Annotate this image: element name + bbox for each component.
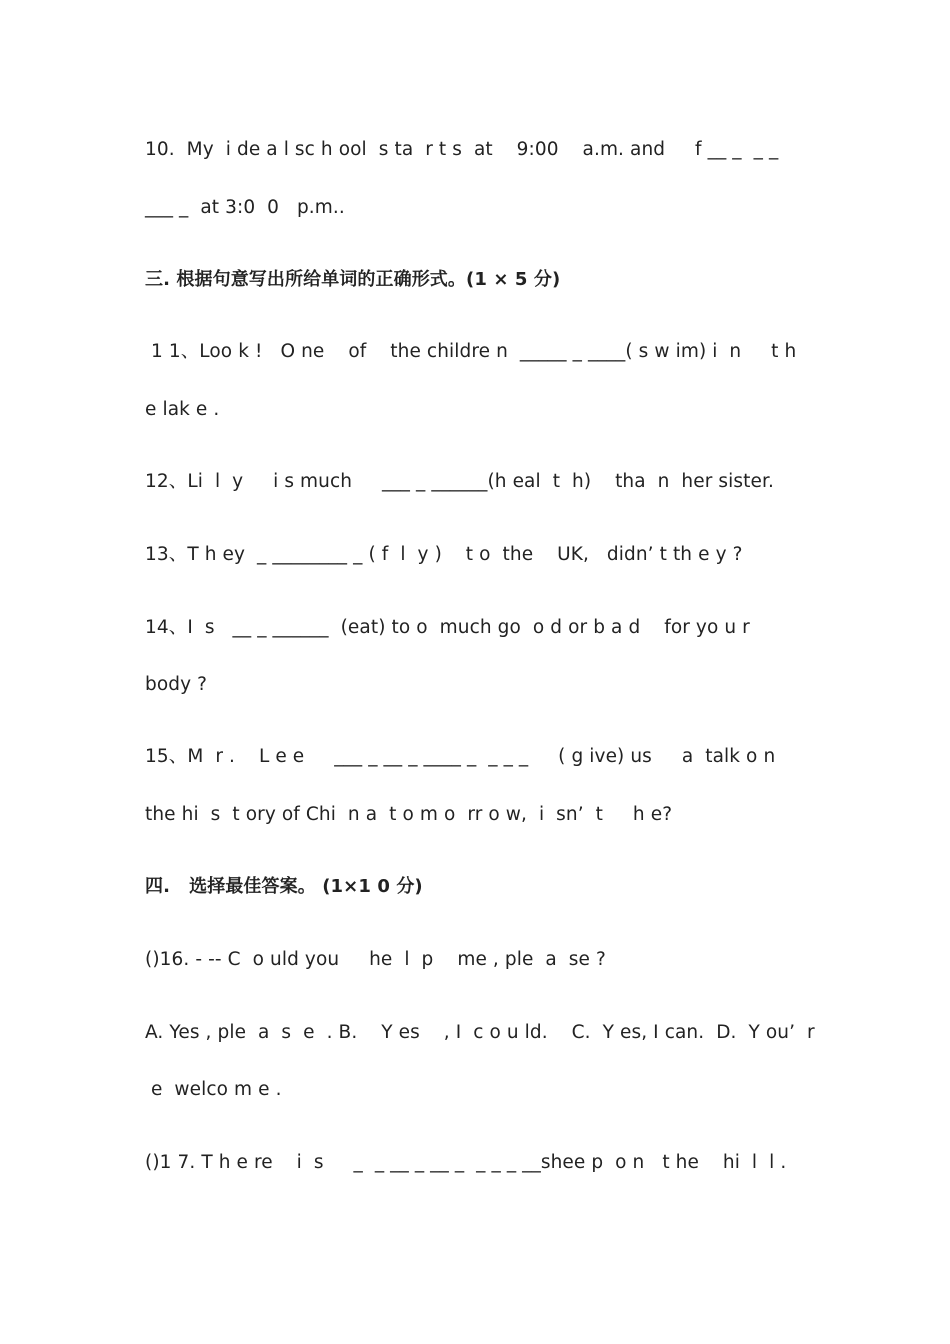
- question-11-line-1: 1 1、Loo k ! O ne of the childre n _____ _ ____( s w im) i n t h: [145, 341, 797, 362]
- question-11-line-2: e lak e .: [145, 399, 220, 420]
- question-14-line-2: body ?: [145, 674, 208, 695]
- question-16-options-line-2: e welco m e .: [145, 1079, 282, 1100]
- question-15-line-1: 15、M r . L e e ___ _ __ _ ____ _ _ _ _ ( g ive) us a talk o n: [145, 746, 776, 767]
- question-16-options-line-1: A. Yes , ple a s e . B. Y es , I c o u ld. C. Y es, I can. D. Y ou’ r: [145, 1022, 815, 1043]
- question-12-line-1: 12、Li l y i s much ___ _ ______(h eal t h) tha n her sister.: [145, 471, 774, 492]
- question-15-line-2: the hi s t ory of Chi n a t o m o rr o w, i sn’ t h e?: [145, 804, 673, 825]
- question-13-line-1: 13、T h ey _ ________ _ ( f l y ) t o the UK, didn’ t th e y ?: [145, 544, 743, 565]
- question-14-line-1: 14、I s __ _ ______ (eat) to o much go o d or b a d for yo u r: [145, 617, 750, 638]
- question-10-line-2: ___ _ at 3:0 0 p.m..: [145, 197, 345, 218]
- question-17-line-1: ()1 7. T h e re i s _ _ __ _ __ _ _ _ _ __shee p o n t he hi l l .: [145, 1152, 787, 1173]
- question-10-line-1: 10. My i de a l sc h ool s ta r t s at 9:00 a.m. and f __ _ _ _: [145, 139, 779, 160]
- question-16-line-1: ()16. - -- C o uld you he l p me , ple a se ?: [145, 949, 606, 970]
- section-4-heading: 四. 选择最佳答案。 (1×1 0 分): [145, 876, 423, 897]
- section-3-heading: 三. 根据句意写出所给单词的正确形式。(1 × 5 分): [145, 269, 561, 290]
